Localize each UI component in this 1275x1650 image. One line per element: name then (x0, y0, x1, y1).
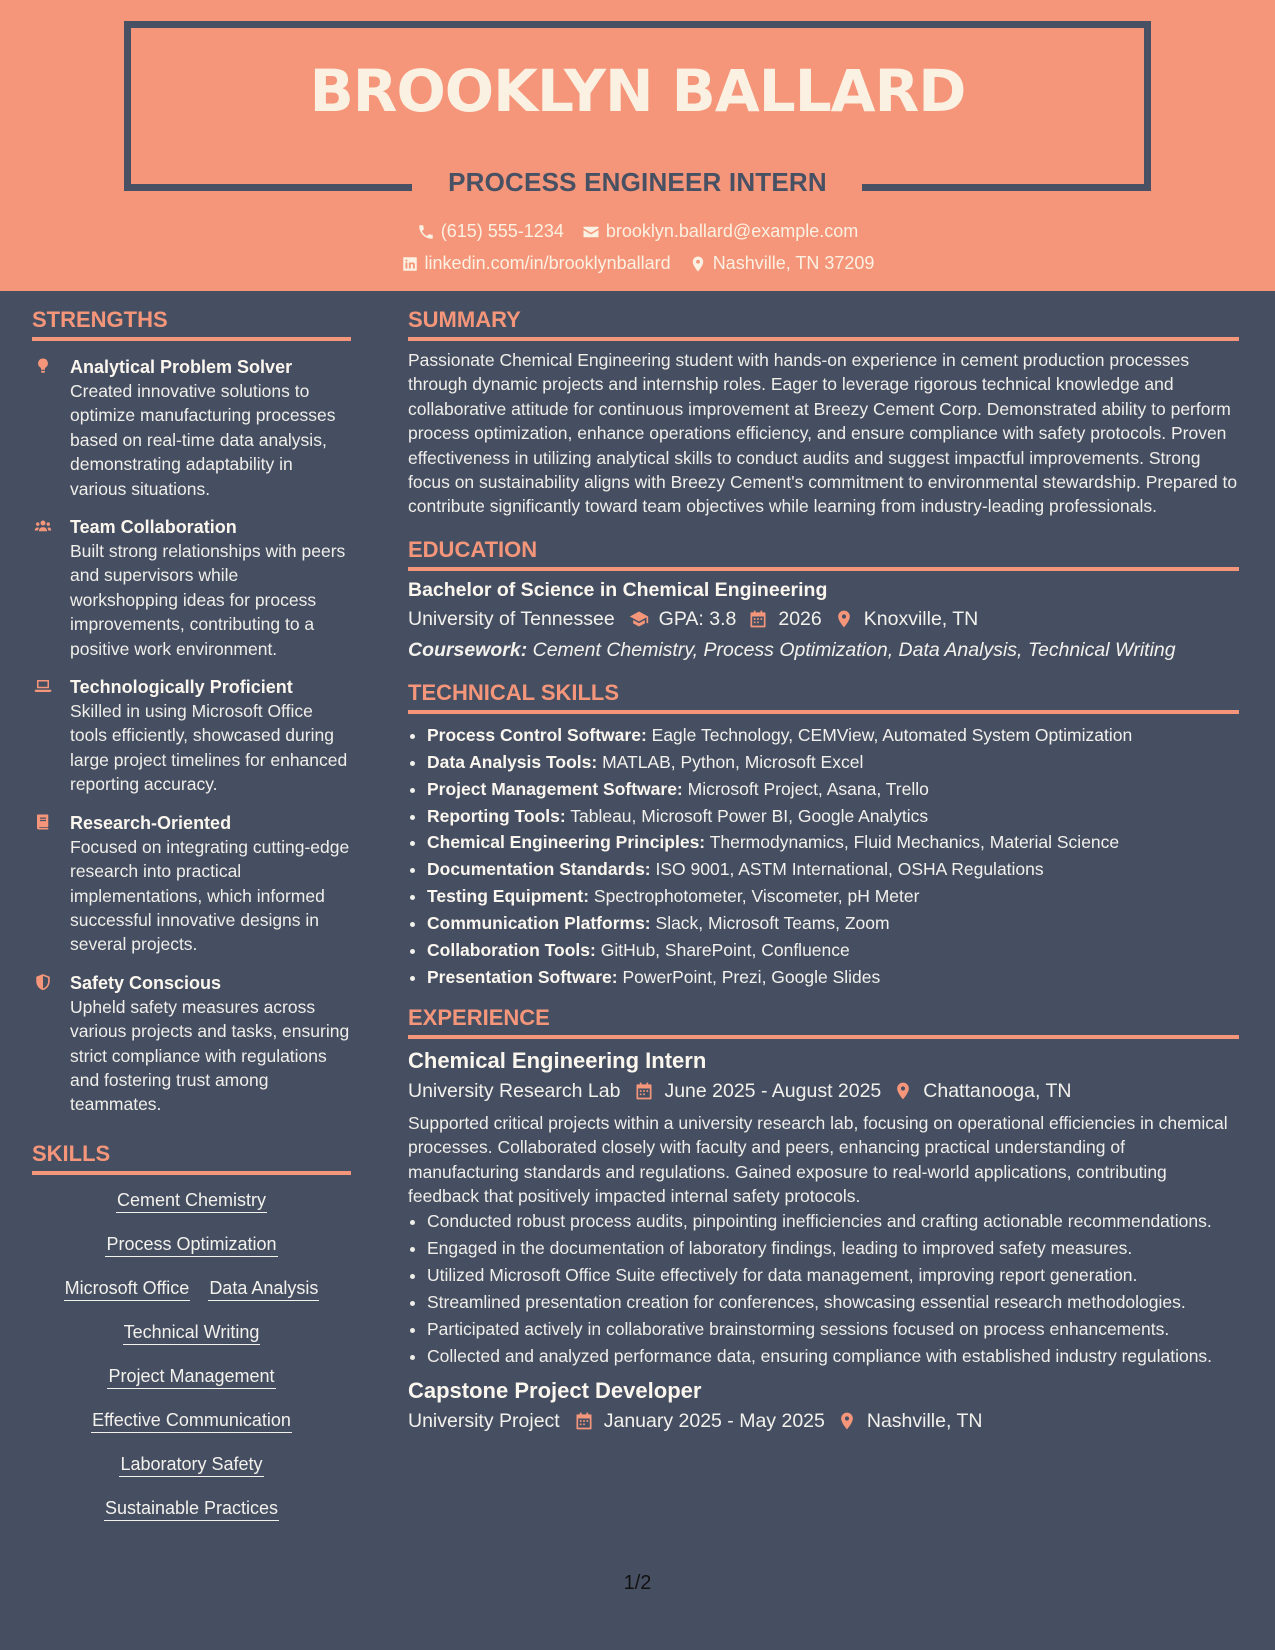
contact-row (0, 221, 1275, 242)
skill-tag: Cement Chemistry (116, 1189, 267, 1213)
job-description: Supported critical projects within a university research lab, focusing on operational efficiencies in chemical processes. Collaborated closely with faculty and peers, enhancing practical understanding of manufacturing standards and regulations. Gained exposure to real-world applications, contributing feedback that positively impacted internal safety protocols. (408, 1112, 1228, 1207)
education-meta (408, 608, 1239, 631)
list-item: • Engaged in the documentation of laboratory findings, leading to improved safety measures. (427, 1236, 1239, 1260)
coursework-list: Cement Chemistry, Process Optimization, Data Analysis, Technical Writing (532, 638, 1176, 661)
map-pin-icon (837, 1411, 857, 1431)
phone-text: (615) 555-1234 (440, 221, 564, 241)
skill-tag: Technical Writing (123, 1321, 261, 1345)
list-item: • Chemical Engineering Principles: Thermodynamics, Fluid Mechanics, Material Science (427, 829, 1239, 856)
list-item: • Testing Equipment: Spectrophotometer, Viscometer, pH Meter (427, 883, 1239, 910)
strength-text: Created innovative solutions to optimize manufacturing processes based on real-time data analysis, demonstrating adaptability in various situations. (70, 381, 336, 499)
job-meta (408, 1080, 1239, 1103)
envelope-icon (582, 223, 600, 241)
laptop-icon (34, 677, 52, 695)
skill-tag: Sustainable Practices (104, 1497, 279, 1521)
job-location: Chattanooga, TN (923, 1079, 1072, 1102)
coursework (408, 639, 1239, 662)
job-meta (408, 1410, 1239, 1433)
strength-title: Safety Conscious (70, 972, 222, 993)
strength-text: Focused on integrating cutting-edge research into practical implementations, which informed successful innovative designs in several projects. (70, 836, 350, 955)
graduation-cap-icon (629, 609, 649, 629)
strength-text: Built strong relationships with peers and supervisors while workshopping ideas for process improvements, contributing to a positive work environment. (70, 541, 346, 659)
shield-icon (34, 973, 52, 991)
job-location: Nashville, TN (866, 1409, 983, 1432)
strength-item (32, 811, 351, 957)
skill-tag: Effective Communication (91, 1409, 292, 1433)
coursework-label: Coursework: (408, 638, 528, 661)
strength-title: Team Collaboration (70, 517, 237, 538)
contact-email[interactable] (582, 221, 858, 242)
degree-title: Bachelor of Science in Chemical Engineering (408, 578, 828, 601)
list-item: • Project Management Software: Microsoft Project, Asana, Trello (427, 776, 1239, 803)
skills-list (32, 1189, 351, 1521)
skill-tag: Process Optimization (105, 1233, 277, 1257)
right-column (408, 291, 1239, 1433)
job-role: PROCESS ENGINEER INTERN (448, 167, 827, 197)
skill-tag: Project Management (107, 1365, 275, 1389)
map-pin-icon (893, 1081, 913, 1101)
users-icon (34, 517, 52, 535)
list-item: • Documentation Standards: ISO 9001, ASTM International, OSHA Regulations (427, 856, 1239, 883)
list-item: • Data Analysis Tools: MATLAB, Python, Microsoft Excel (427, 749, 1239, 776)
strength-text: Skilled in using Microsoft Office tools efficiently, showcased during large project timelines for enhanced reporting accuracy. (70, 701, 348, 795)
job-dates: June 2025 - August 2025 (664, 1079, 882, 1102)
list-item: • Process Control Software: Eagle Technology, CEMView, Automated System Optimization (427, 722, 1239, 749)
school-name: University of Tennessee (408, 607, 615, 630)
left-column (32, 291, 351, 1541)
summary-text: Passionate Chemical Engineering student with hands-on experience in cement production processes through dynamic projects and internship roles. Eager to leverage rigorous technical knowledge and collaborative attitude for continuous improvement at Breezy Cement Corp. Demonstrated ability to perform process optimization, enhance operations efficiency, and ensure compliance with safety protocols. Proven effectiveness in utilizing analytical skills to conduct audits and suggest impactful improvements. Strong focus on sustainability aligns with Breezy Cement's commitment to environmental stewardship. Prepared to contribute significantly toward team objectives while learning from industry-leading professionals. (408, 350, 1238, 517)
location-text: Nashville, TN 37209 (712, 253, 875, 273)
map-pin-icon (689, 255, 707, 273)
strength-item (32, 675, 351, 797)
lightbulb-icon (34, 357, 52, 375)
list-item: • Streamlined presentation creation for conferences, showcasing essential research methodologies. (427, 1290, 1239, 1314)
job-org: University Research Lab (408, 1079, 621, 1102)
list-item: • Conducted robust process audits, pinpointing inefficiencies and crafting actionable recommendations. (427, 1209, 1239, 1233)
list-item: • Utilized Microsoft Office Suite effectively for data management, improving report generation. (427, 1263, 1239, 1287)
skills-heading: SKILLS (32, 1141, 351, 1175)
strengths-heading: STRENGTHS (32, 307, 351, 341)
linkedin-text: linkedin.com/in/brooklynballard (424, 253, 671, 273)
strength-title: Analytical Problem Solver (70, 357, 293, 377)
experience-heading: EXPERIENCE (408, 1005, 1239, 1039)
list-item: • Reporting Tools: Tableau, Microsoft Power BI, Google Analytics (427, 803, 1239, 830)
skill-tag: Data Analysis (208, 1277, 319, 1301)
map-pin-icon (834, 609, 854, 629)
calendar-icon (748, 609, 768, 629)
strength-title: Research-Oriented (70, 812, 232, 833)
school-location: Knoxville, TN (863, 607, 979, 630)
job-title: Chemical Engineering Intern (408, 1047, 707, 1073)
phone-icon (417, 223, 435, 241)
summary-heading: SUMMARY (408, 307, 1239, 341)
job-dates: January 2025 - May 2025 (603, 1409, 825, 1432)
skill-tag: Laboratory Safety (119, 1453, 263, 1477)
book-icon (34, 813, 52, 831)
strength-title: Technologically Proficient (70, 677, 293, 698)
grad-year: 2026 (778, 607, 822, 630)
email-text: brooklyn.ballard@example.com (605, 221, 859, 241)
skill-tag: Microsoft Office (64, 1277, 191, 1301)
strength-item (32, 515, 351, 661)
page-number: 1/2 (623, 1572, 652, 1594)
strength-item (32, 971, 351, 1117)
strength-item (32, 355, 351, 501)
technical-skills-list (408, 722, 1239, 991)
contact-location (689, 253, 875, 274)
gpa-text: GPA: 3.8 (658, 607, 737, 630)
job-bullets (408, 1209, 1239, 1368)
job-org: University Project (408, 1409, 560, 1432)
linkedin-icon (401, 255, 419, 273)
resume-header (0, 0, 1275, 291)
job-title: Capstone Project Developer (408, 1377, 702, 1403)
contact-linkedin[interactable] (401, 253, 671, 274)
list-item: • Collected and analyzed performance data, ensuring compliance with established industry regulations. (427, 1344, 1239, 1368)
contact-row (0, 253, 1275, 274)
list-item: • Collaboration Tools: GitHub, SharePoint, Confluence (427, 937, 1239, 964)
candidate-name: BROOKLYN BALLARD (309, 57, 966, 125)
technical-skills-heading: TECHNICAL SKILLS (408, 680, 1239, 714)
contact-phone[interactable] (417, 221, 564, 242)
list-item: • Presentation Software: PowerPoint, Prezi, Google Slides (427, 964, 1239, 991)
calendar-icon (634, 1081, 654, 1101)
education-heading: EDUCATION (408, 537, 1239, 571)
list-item: • Participated actively in collaborative brainstorming sessions focused on process enhancements. (427, 1317, 1239, 1341)
calendar-icon (574, 1411, 594, 1431)
strength-text: Upheld safety measures across various projects and tasks, ensuring strict compliance with regulations and fostering trust among teammates. (70, 996, 350, 1115)
list-item: • Communication Platforms: Slack, Microsoft Teams, Zoom (427, 910, 1239, 937)
